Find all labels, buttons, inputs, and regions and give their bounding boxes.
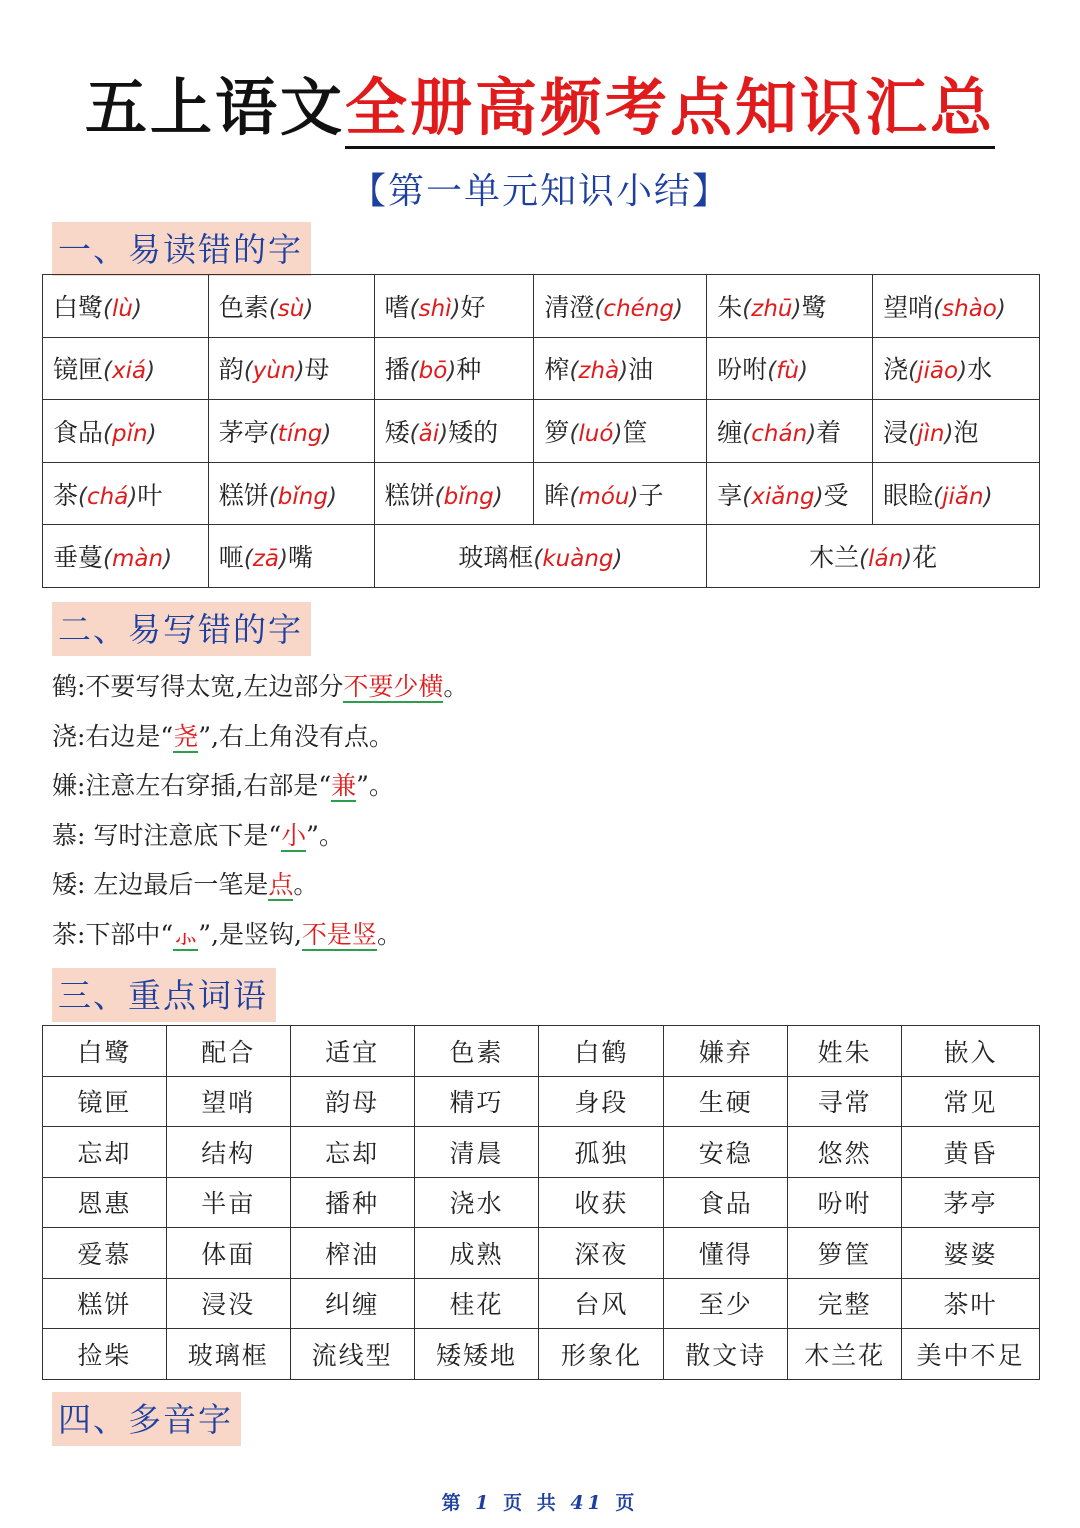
key-word-cell: 完整: [788, 1278, 902, 1329]
writing-rule: [52, 811, 1032, 861]
key-words-table: [42, 1025, 1040, 1380]
misread-cell: [208, 525, 374, 588]
word-text: 茅亭: [218, 417, 269, 447]
rule-text: ”,是竖钩,: [198, 919, 302, 949]
key-word-cell: 孤独: [539, 1127, 664, 1178]
misread-cell: [534, 275, 707, 338]
open-paren: (: [243, 358, 253, 385]
key-word-cell: 清晨: [414, 1127, 539, 1178]
rule-highlight: 不要少横: [343, 672, 444, 701]
word-text: 食品: [53, 417, 104, 447]
key-word-cell: 浸没: [166, 1278, 290, 1329]
close-paren: ): [673, 295, 683, 322]
word-text: 木兰: [809, 543, 860, 573]
key-word-cell: 台风: [539, 1278, 664, 1329]
pinyin-text: jìn: [917, 420, 945, 447]
close-paren: ): [132, 295, 142, 322]
key-word-cell: 散文诗: [664, 1329, 788, 1380]
close-paren: ): [451, 295, 461, 322]
pinyin-text: shào: [942, 295, 997, 322]
key-word-cell: 白鹭: [43, 1026, 167, 1077]
key-word-cell: 捡柴: [43, 1329, 167, 1380]
close-paren: ): [629, 483, 639, 510]
open-paren: (: [569, 483, 579, 510]
word-text: 清澄: [544, 292, 595, 322]
close-paren: ): [146, 358, 156, 385]
key-word-cell: 茅亭: [902, 1177, 1040, 1228]
misread-cell: [534, 462, 707, 525]
close-paren: ): [619, 358, 629, 385]
open-paren: (: [908, 358, 918, 385]
misread-cell: [43, 525, 209, 588]
rule-text: 茶:下部中“: [52, 919, 174, 949]
key-word-cell: 箩筐: [788, 1228, 902, 1279]
rule-text: 。: [443, 672, 469, 701]
rule-text: 矮: 左边最后一笔是: [52, 870, 269, 899]
close-paren: ): [944, 420, 954, 447]
key-word-cell: 忘却: [43, 1127, 167, 1178]
pinyin-text: pǐn: [112, 420, 148, 447]
key-word-cell: 玻璃框: [166, 1329, 290, 1380]
rule-text: 慕: 写时注意底下是“: [52, 820, 282, 850]
word-text: 朱: [717, 292, 743, 322]
word-text: 望哨: [883, 292, 934, 322]
key-word-cell: 木兰花: [788, 1329, 902, 1380]
word-text: 色素: [218, 292, 269, 322]
close-paren: ): [322, 420, 332, 447]
word-suffix: 嘴: [287, 543, 313, 573]
misread-cell: [707, 462, 873, 525]
pinyin-text: bō: [418, 358, 448, 385]
writing-rule: [52, 712, 1032, 762]
close-paren: ): [295, 358, 305, 385]
key-word-cell: 流线型: [290, 1329, 414, 1380]
word-text: 箩: [544, 417, 570, 447]
word-text: 垂蔓: [53, 543, 104, 573]
key-word-row: [43, 1026, 1040, 1077]
miswritten-chars-list: [52, 662, 1032, 959]
pinyin-text: xiá: [112, 358, 147, 385]
misread-cell: [873, 275, 1040, 338]
section4-heading: 四、多音字: [52, 1392, 241, 1446]
key-word-cell: 深夜: [539, 1228, 664, 1279]
close-paren: ): [163, 546, 173, 573]
pinyin-text: tíng: [277, 420, 323, 447]
section2-heading: 二、易写错的字: [52, 602, 311, 656]
open-paren: (: [409, 420, 419, 447]
misread-cell: [873, 337, 1040, 400]
word-suffix: 着: [816, 417, 842, 447]
footer-pre: 第: [441, 1492, 465, 1514]
word-text: 玻璃框: [458, 543, 534, 573]
page-footer: [0, 1488, 1080, 1515]
word-text: 白鹭: [53, 292, 104, 322]
word-text: 浇: [883, 355, 909, 385]
misread-row: [43, 525, 1040, 588]
key-word-cell: 配合: [166, 1026, 290, 1077]
word-suffix: 子: [638, 480, 664, 510]
open-paren: (: [103, 420, 112, 447]
pinyin-text: yùn: [252, 358, 296, 385]
title-part-red: 全册高频考点知识汇总: [345, 71, 995, 149]
misread-cell: [707, 275, 873, 338]
word-suffix: 叶: [137, 480, 163, 510]
pinyin-text: chéng: [603, 295, 674, 322]
open-paren: (: [78, 483, 87, 510]
word-text: 嗜: [384, 292, 410, 322]
open-paren: (: [908, 420, 918, 447]
open-paren: (: [742, 420, 752, 447]
key-word-cell: 播种: [290, 1177, 414, 1228]
word-text: 缠: [717, 417, 743, 447]
key-word-row: [43, 1076, 1040, 1127]
misread-cell: [208, 337, 374, 400]
misread-chars-table: [42, 274, 1040, 588]
word-text: 眸: [544, 480, 570, 510]
key-word-cell: 望哨: [166, 1076, 290, 1127]
word-suffix: 水: [967, 355, 993, 385]
pinyin-text: fù: [776, 358, 799, 385]
key-word-cell: 体面: [166, 1228, 290, 1279]
word-text: 咂: [218, 543, 244, 573]
close-paren: ): [447, 358, 457, 385]
key-word-cell: 白鹤: [539, 1026, 664, 1077]
key-word-cell: 适宜: [290, 1026, 414, 1077]
open-paren: (: [434, 483, 444, 510]
rule-text: 。: [293, 870, 319, 899]
word-text: 镜匣: [53, 355, 104, 385]
word-suffix: 油: [628, 355, 654, 385]
key-word-cell: 糕饼: [43, 1278, 167, 1329]
key-word-cell: 爱慕: [43, 1228, 167, 1279]
key-word-row: [43, 1278, 1040, 1329]
key-word-cell: 至少: [664, 1278, 788, 1329]
key-word-cell: 嵌入: [902, 1026, 1040, 1077]
key-word-cell: 常见: [902, 1076, 1040, 1127]
misread-cell: [707, 525, 1040, 588]
word-text: 韵: [218, 355, 244, 385]
misread-cell: [374, 525, 707, 588]
misread-cell: [208, 275, 374, 338]
misread-cell: [43, 462, 209, 525]
misread-cell: [534, 337, 707, 400]
rule-text: 嫌:注意左右穿插,右部是“: [52, 771, 332, 800]
pinyin-text: chá: [87, 483, 129, 510]
title-part-black: 五上语文: [84, 71, 345, 144]
unit-subtitle: 【第一单元知识小结】: [349, 171, 730, 212]
pinyin-text: jiāo: [917, 358, 959, 385]
section3-heading: 三、重点词语: [52, 968, 276, 1022]
close-paren: ): [958, 358, 968, 385]
section1-heading: 一、易读错的字: [52, 222, 311, 276]
key-word-cell: 收获: [539, 1177, 664, 1228]
rule-text: 浇:右边是“: [52, 721, 174, 751]
word-text: 矮: [384, 417, 410, 447]
key-word-cell: 姓朱: [788, 1026, 902, 1077]
key-word-cell: 吩咐: [788, 1177, 902, 1228]
misread-cell: [534, 400, 707, 463]
pinyin-text: jiǎn: [942, 483, 984, 510]
pinyin-text: shì: [418, 295, 452, 322]
pinyin-text: luó: [578, 420, 614, 447]
word-text: 享: [717, 480, 743, 510]
key-word-cell: 茶叶: [902, 1278, 1040, 1329]
open-paren: (: [409, 358, 419, 385]
word-suffix: 泡: [953, 417, 979, 447]
close-paren: ): [983, 483, 993, 510]
close-paren: ): [792, 295, 802, 322]
open-paren: (: [533, 546, 543, 573]
pinyin-text: bǐng: [277, 483, 328, 510]
key-word-cell: 嫌弃: [664, 1026, 788, 1077]
open-paren: (: [268, 295, 278, 322]
rule-highlight: 兼: [331, 771, 357, 800]
close-paren: ): [807, 420, 817, 447]
misread-cell: [43, 400, 209, 463]
pinyin-text: sù: [277, 295, 305, 322]
key-word-cell: 色素: [414, 1026, 539, 1077]
key-word-cell: 镜匣: [43, 1076, 167, 1127]
key-word-cell: 生硬: [664, 1076, 788, 1127]
word-text: 吩咐: [717, 355, 768, 385]
misread-cell: [374, 337, 534, 400]
pinyin-text: bǐng: [443, 483, 494, 510]
close-paren: ): [147, 420, 157, 447]
close-paren: ): [128, 483, 138, 510]
open-paren: (: [103, 358, 112, 385]
title-wrap: [0, 70, 1080, 146]
word-text: 糕饼: [218, 480, 269, 510]
key-word-cell: 悠然: [788, 1127, 902, 1178]
open-paren: (: [569, 358, 579, 385]
pinyin-text: zhà: [578, 358, 620, 385]
pinyin-text: màn: [112, 546, 164, 573]
misread-cell: [374, 275, 534, 338]
key-word-row: [43, 1177, 1040, 1228]
key-word-cell: 婆婆: [902, 1228, 1040, 1279]
close-paren: ): [439, 420, 449, 447]
close-paren: ): [814, 483, 824, 510]
key-word-cell: 桂花: [414, 1278, 539, 1329]
word-text: 眼睑: [883, 480, 934, 510]
close-paren: ): [996, 295, 1006, 322]
open-paren: (: [933, 295, 943, 322]
word-suffix: 鹭: [801, 292, 827, 322]
rule-highlight: 尧: [173, 721, 199, 751]
open-paren: (: [594, 295, 604, 322]
open-paren: (: [243, 546, 253, 573]
misread-cell: [707, 400, 873, 463]
key-word-cell: 恩惠: [43, 1177, 167, 1228]
footer-page-number: 1: [475, 1492, 493, 1514]
misread-cell: [208, 462, 374, 525]
word-text: 播: [384, 355, 410, 385]
key-word-cell: 结构: [166, 1127, 290, 1178]
key-word-cell: 安稳: [664, 1127, 788, 1178]
key-word-row: [43, 1329, 1040, 1380]
close-paren: ): [493, 483, 503, 510]
word-suffix: 种: [456, 355, 482, 385]
writing-rule: [52, 910, 1032, 960]
key-word-cell: 寻常: [788, 1076, 902, 1127]
key-word-cell: 纠缠: [290, 1278, 414, 1329]
open-paren: (: [268, 420, 278, 447]
open-paren: (: [933, 483, 943, 510]
misread-row: [43, 400, 1040, 463]
misread-cell: [374, 400, 534, 463]
key-word-cell: 成熟: [414, 1228, 539, 1279]
key-word-row: [43, 1127, 1040, 1178]
key-word-cell: 浇水: [414, 1177, 539, 1228]
open-paren: (: [268, 483, 278, 510]
pinyin-text: ǎi: [418, 420, 440, 447]
pinyin-text: zhū: [751, 295, 793, 322]
rule-highlight: 点: [268, 870, 294, 899]
word-suffix: 矮的: [448, 417, 499, 447]
pinyin-text: lù: [112, 295, 133, 322]
word-suffix: 筐: [622, 417, 648, 447]
writing-rule: [52, 761, 1032, 811]
key-word-row: [43, 1228, 1040, 1279]
key-word-cell: 美中不足: [902, 1329, 1040, 1380]
misread-cell: [43, 275, 209, 338]
word-suffix: 母: [304, 355, 330, 385]
key-word-cell: 半亩: [166, 1177, 290, 1228]
close-paren: ): [613, 546, 623, 573]
open-paren: (: [859, 546, 869, 573]
rule-text: 。: [376, 919, 402, 949]
pinyin-text: kuàng: [542, 546, 614, 573]
key-word-cell: 矮矮地: [414, 1329, 539, 1380]
key-word-cell: 韵母: [290, 1076, 414, 1127]
pinyin-text: xiǎng: [751, 483, 815, 510]
misread-cell: [374, 462, 534, 525]
pinyin-text: zā: [252, 546, 279, 573]
misread-cell: [43, 337, 209, 400]
rule-highlight: 不是竖: [301, 919, 377, 949]
word-suffix: 受: [823, 480, 849, 510]
rule-text: ”。: [356, 771, 394, 800]
rule-highlight: ⺗: [173, 919, 199, 949]
writing-rule: [52, 662, 1032, 712]
misread-cell: [873, 400, 1040, 463]
word-text: 糕饼: [384, 480, 435, 510]
rule-text: 鹤:不要写得太宽,左边部分: [52, 672, 344, 701]
misread-row: [43, 462, 1040, 525]
word-text: 茶: [53, 480, 79, 510]
open-paren: (: [409, 295, 419, 322]
open-paren: (: [569, 420, 579, 447]
open-paren: (: [103, 546, 112, 573]
footer-post: 页: [615, 1492, 639, 1514]
key-word-cell: 形象化: [539, 1329, 664, 1380]
word-text: 榨: [544, 355, 570, 385]
key-word-cell: 忘却: [290, 1127, 414, 1178]
misread-cell: [873, 462, 1040, 525]
misread-cell: [208, 400, 374, 463]
pinyin-text: móu: [578, 483, 630, 510]
close-paren: ): [304, 295, 314, 322]
open-paren: (: [767, 358, 777, 385]
misread-row: [43, 337, 1040, 400]
close-paren: ): [278, 546, 288, 573]
pinyin-text: lán: [868, 546, 904, 573]
close-paren: ): [613, 420, 623, 447]
rule-text: ”。: [306, 820, 344, 850]
key-word-cell: 懂得: [664, 1228, 788, 1279]
misread-row: [43, 275, 1040, 338]
open-paren: (: [103, 295, 112, 322]
word-suffix: 花: [912, 543, 938, 573]
footer-mid: 页 共: [503, 1492, 560, 1514]
key-word-cell: 身段: [539, 1076, 664, 1127]
key-word-cell: 食品: [664, 1177, 788, 1228]
word-suffix: 好: [460, 292, 486, 322]
close-paren: ): [903, 546, 913, 573]
key-word-cell: 黄昏: [902, 1127, 1040, 1178]
page-title: [85, 70, 995, 146]
footer-total-pages: 41: [570, 1492, 605, 1514]
open-paren: (: [742, 483, 752, 510]
open-paren: (: [742, 295, 752, 322]
word-text: 浸: [883, 417, 909, 447]
key-word-cell: 精巧: [414, 1076, 539, 1127]
rule-highlight: 小: [281, 820, 307, 850]
key-word-cell: 榨油: [290, 1228, 414, 1279]
writing-rule: [52, 860, 1032, 910]
rule-text: ”,右上角没有点。: [198, 721, 394, 751]
pinyin-text: chán: [751, 420, 808, 447]
close-paren: ): [327, 483, 337, 510]
misread-cell: [707, 337, 873, 400]
close-paren: ): [798, 358, 808, 385]
